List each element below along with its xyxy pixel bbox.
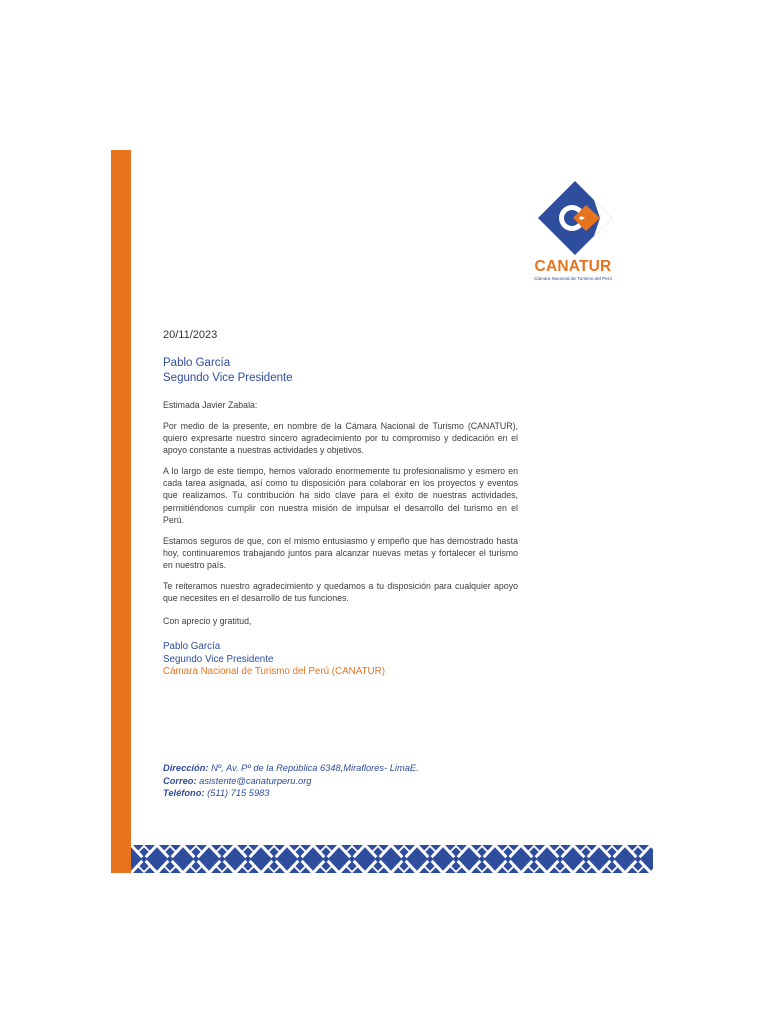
footer-address xyxy=(163,762,518,775)
signature-block xyxy=(163,641,518,679)
logo-tagline: Cámara Nacional de Turismo del Perú xyxy=(534,276,612,281)
address-label: Dirección: xyxy=(163,763,209,773)
phone-label: Teléfono: xyxy=(163,788,205,798)
letter-date: 20/11/2023 xyxy=(163,329,218,341)
logo-name: CANATUR xyxy=(534,258,612,275)
phone-value: (511) 715 5983 xyxy=(207,788,270,798)
sender-block xyxy=(163,356,518,386)
closing-line: Con aprecio y gratitud, xyxy=(163,616,252,626)
body-paragraph-4: Te reiteramos nuestro agradecimiento y quedamos a tu disposición para cualquier apoyo que necesites en el desarrollo de tus funciones. xyxy=(163,581,518,604)
canatur-diamond-logo-icon xyxy=(534,178,614,258)
footer-email xyxy=(163,775,518,788)
email-label: Correo: xyxy=(163,775,197,786)
signature-title: Segundo Vice Presidente xyxy=(163,653,274,665)
signature-organization: Cámara Nacional de Turismo del Perú (CANATUR) xyxy=(163,666,385,677)
contact-footer xyxy=(163,762,518,800)
email-value: asistente@canaturperu.org xyxy=(199,775,312,786)
sender-name: Pablo García xyxy=(163,357,231,369)
body-paragraph-3: Estamos seguros de que, con el mismo entusiasmo y empeño que has demostrado hasta hoy, continuaremos trabajando juntos para alcanzar nuevas metas y fortalecer el turismo en nuestro país. xyxy=(163,536,518,571)
body-paragraph-1: Por medio de la presente, en nombre de la Cámara Nacional de Turismo (CANATUR), quiero expresarte nuestro sincero agradecimiento por tu compromiso y dedicación en el apoyo constante a nuestras actividades y objetivos. xyxy=(163,421,518,456)
sender-title: Segundo Vice Presidente xyxy=(163,372,293,384)
decorative-pattern-band xyxy=(131,845,653,873)
body-paragraph-2: A lo largo de este tiempo, hemos valorado enormemente tu profesionalismo y esmero en cada tarea asignada, así como tu disposición para colaborar en los proyectos y eventos que realizamos. Tu contribución ha sido clave para el éxito de nuestras actividades, permitiéndonos cumplir con nuestra misión de impulsar el desarrollo del turismo en el Perú. xyxy=(163,466,518,525)
salutation: Estimada Javier Zabala: xyxy=(163,400,258,410)
orange-side-bar xyxy=(111,150,131,873)
address-value: Nº, Av. Pº de la República 6348,Miraflores- LimaE. xyxy=(211,763,419,773)
footer-phone xyxy=(163,787,518,800)
signature-name: Pablo García xyxy=(163,641,221,652)
